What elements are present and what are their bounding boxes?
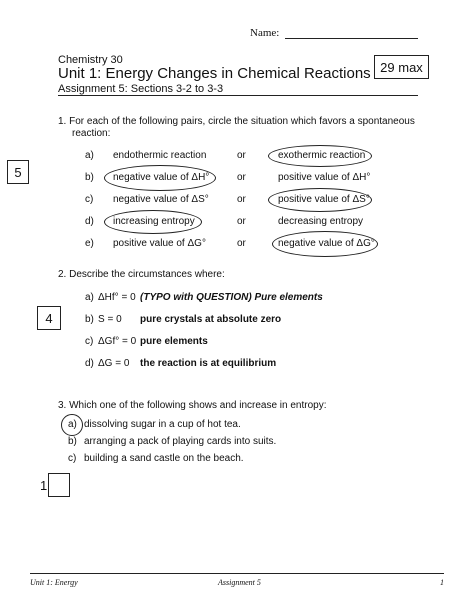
q1-row-b-circle bbox=[104, 165, 216, 191]
q2-row-c-label: c) bbox=[85, 336, 94, 347]
q2-row-c-answer: pure elements bbox=[140, 336, 208, 347]
title-rule bbox=[58, 95, 418, 96]
q2-row-b-answer: pure crystals at absolute zero bbox=[140, 314, 282, 325]
q2-row-b-expr: S = 0 bbox=[98, 314, 122, 325]
name-label: Name: bbox=[250, 27, 280, 39]
q3-option-a-label: a) bbox=[68, 419, 77, 430]
footer-assignment: Assignment 5 bbox=[218, 578, 261, 587]
q3-score-box bbox=[48, 473, 70, 497]
q1-row-d-circle bbox=[104, 210, 202, 234]
q1-score-box: 5 bbox=[7, 160, 29, 184]
q1-row-e-left: positive value of ΔG° bbox=[113, 238, 206, 249]
course-name: Chemistry 30 bbox=[58, 54, 123, 66]
footer-unit: Unit 1: Energy bbox=[30, 578, 78, 587]
q1-row-e-or: or bbox=[237, 238, 246, 249]
q1-row-b-or: or bbox=[237, 172, 246, 183]
q2-row-a-expr: ΔHf° = 0 bbox=[98, 292, 136, 303]
q3-option-c-text: building a sand castle on the beach. bbox=[84, 453, 244, 464]
q1-row-e-right: negative value of ΔG° bbox=[278, 238, 375, 249]
q3-option-b-text: arranging a pack of playing cards into suits. bbox=[84, 436, 277, 447]
q1-row-a-label: a) bbox=[85, 150, 94, 161]
q1-row-b-label: b) bbox=[85, 172, 94, 183]
q1-prompt-line1: 1. For each of the following pairs, circle the situation which favors a spontaneous bbox=[58, 116, 415, 127]
q1-row-b-left: negative value of ΔH° bbox=[113, 172, 210, 183]
q1-row-b-right: positive value of ΔH° bbox=[278, 172, 371, 183]
q2-row-c-expr: ΔGf° = 0 bbox=[98, 336, 137, 347]
q1-row-e-label: e) bbox=[85, 238, 94, 249]
q1-row-c-right: positive value of ΔS° bbox=[278, 194, 370, 205]
q1-row-c-or: or bbox=[237, 194, 246, 205]
q2-row-d-expr: ΔG = 0 bbox=[98, 358, 130, 369]
q2-row-d-answer: the reaction is at equilibrium bbox=[140, 358, 277, 369]
q3-option-b-label: b) bbox=[68, 436, 77, 447]
q3-prompt: 3. Which one of the following shows and increase in entropy: bbox=[58, 400, 327, 411]
q1-row-c-label: c) bbox=[85, 194, 94, 205]
footer-page-number: 1 bbox=[440, 578, 444, 587]
q1-row-c-left: negative value of ΔS° bbox=[113, 194, 209, 205]
q1-row-a-left: endothermic reaction bbox=[113, 150, 207, 161]
q2-row-a-label: a) bbox=[85, 292, 94, 303]
footer-rule bbox=[30, 573, 444, 574]
q2-row-b-label: b) bbox=[85, 314, 94, 325]
q1-row-d-left: increasing entropy bbox=[113, 216, 195, 227]
q1-row-d-right: decreasing entropy bbox=[278, 216, 364, 227]
q1-row-e-circle bbox=[272, 231, 378, 257]
q1-row-d-label: d) bbox=[85, 216, 94, 227]
q3-option-c-label: c) bbox=[68, 453, 77, 464]
q1-row-c-circle bbox=[268, 188, 372, 212]
max-score-box: 29 max bbox=[374, 55, 429, 79]
q1-row-d-or: or bbox=[237, 216, 246, 227]
q2-prompt: 2. Describe the circumstances where: bbox=[58, 269, 225, 280]
q1-row-a-circle bbox=[268, 145, 372, 167]
q3-option-a-text: dissolving sugar in a cup of hot tea. bbox=[84, 419, 241, 430]
q1-row-a-or: or bbox=[237, 150, 246, 161]
q1-row-a-right: exothermic reaction bbox=[278, 150, 366, 161]
q2-row-a-answer: (TYPO with QUESTION) Pure elements bbox=[140, 292, 323, 303]
assignment-subtitle: Assignment 5: Sections 3-2 to 3-3 bbox=[58, 83, 224, 95]
q2-row-d-label: d) bbox=[85, 358, 94, 369]
name-line bbox=[285, 38, 418, 39]
page-title: Unit 1: Energy Changes in Chemical Reactions bbox=[58, 65, 371, 82]
q2-score-box: 4 bbox=[37, 306, 61, 330]
q3-score: 1 bbox=[40, 478, 48, 493]
q1-prompt-line2: reaction: bbox=[72, 128, 111, 139]
